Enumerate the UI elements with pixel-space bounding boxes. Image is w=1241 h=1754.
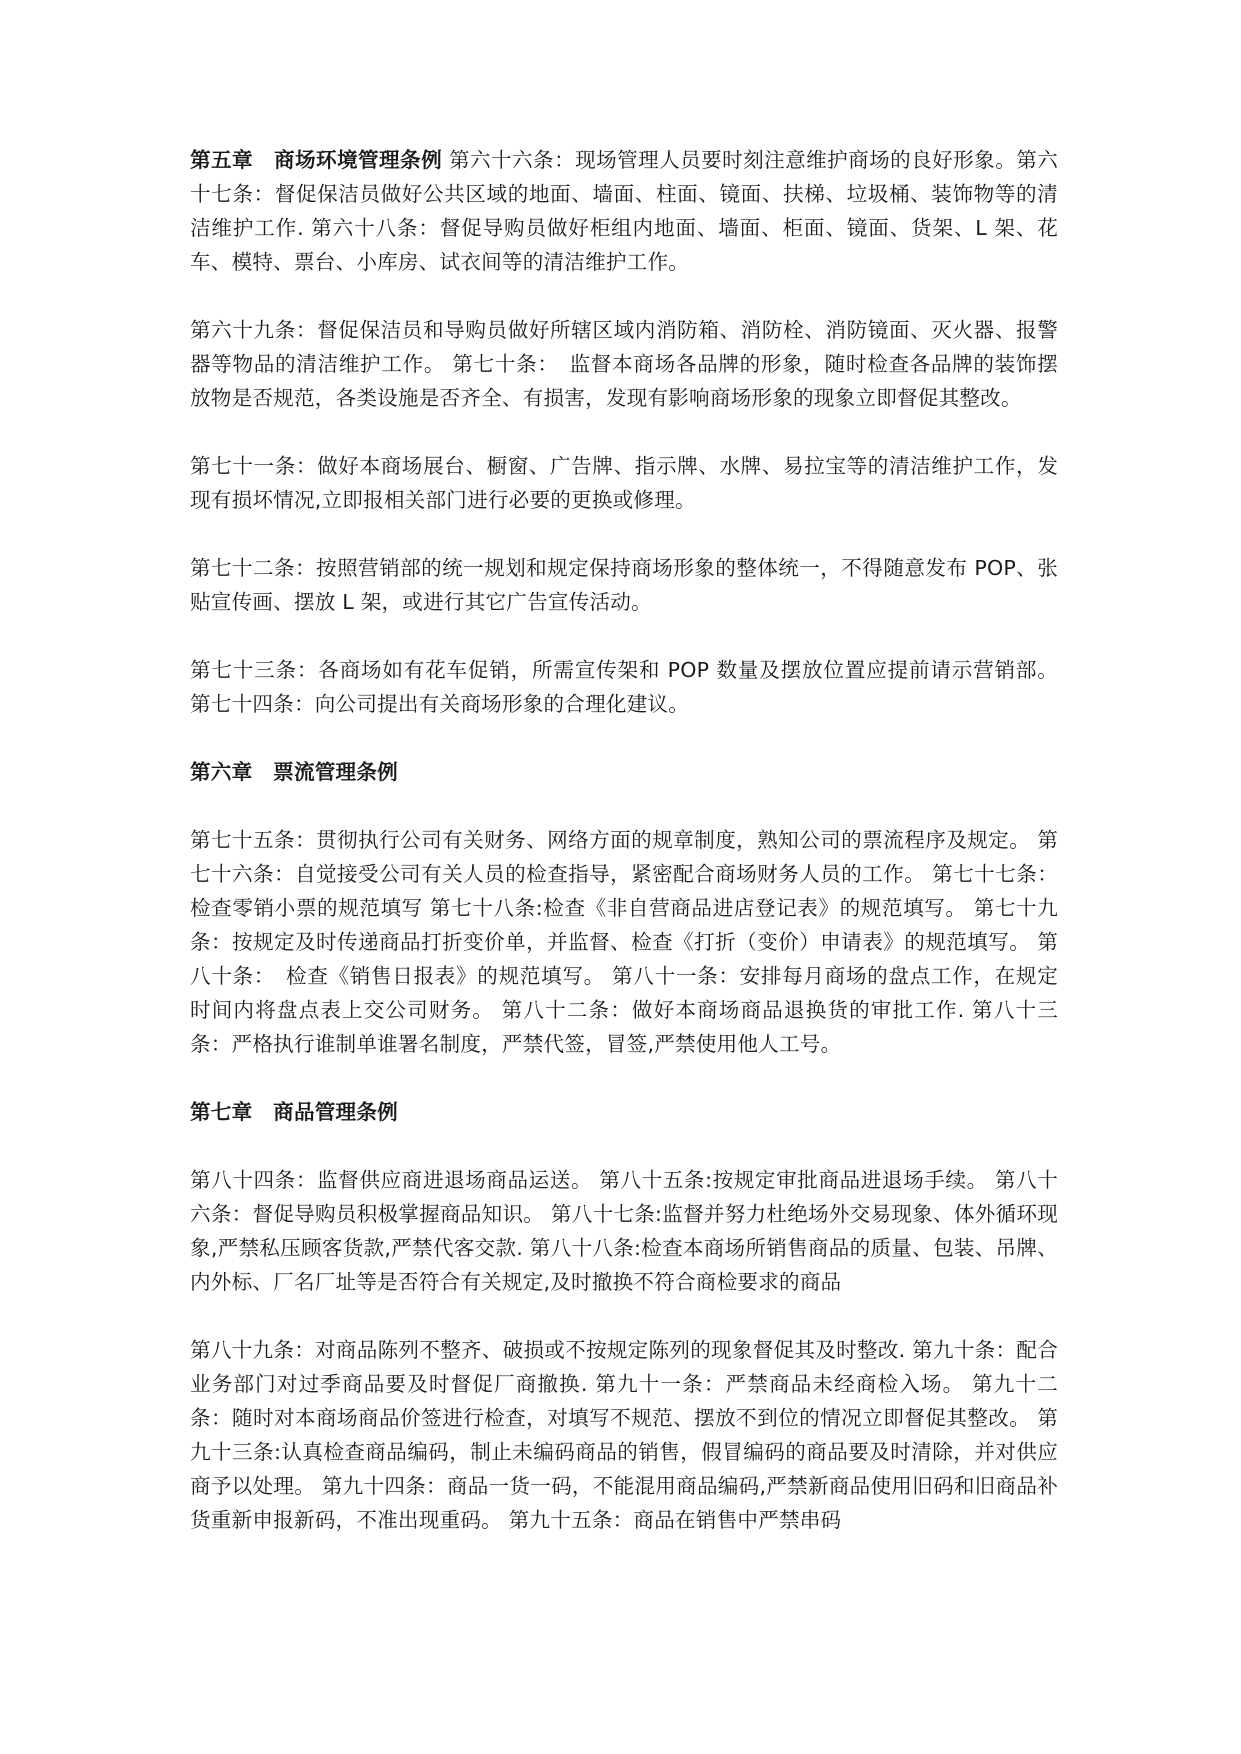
- chapter-5-paragraph-4: 第七十二条：按照营销部的统一规划和规定保持商场形象的整体统一，不得随意发布 POP、张贴宣传画、摆放 L 架，或进行其它广告宣传活动。: [190, 556, 1058, 614]
- chapter-6-paragraph-1: 第七十五条：贯彻执行公司有关财务、网络方面的规章制度，熟知公司的票流程序及规定。 第七十六条：自觉接受公司有关人员的检查指导，紧密配合商场财务人员的工作。 第七十七条：检查零销小票的规范填写 第七十八条:检查《非自营商品进店登记表》的规范填写。 第七十九条：按规定及时传递商品打折变价单，并监督、检查《打折（变价）申请表》的规范填写。 第八十条： 检查《销售日报表》的规范填写。 第八十一条：安排每月商场的盘点工作，在规定时间内将盘点表上交公司财务。 第八十二条：做好本商场商品退换货的审批工作. 第八十三条：严格执行谁制单谁署名制度，严禁代签，冒签,严禁使用他人工号。: [190, 828, 1058, 1056]
- chapter-5-heading: 第五章 商场环境管理条例: [190, 148, 443, 172]
- chapter-7-paragraph-2: 第八十九条：对商品陈列不整齐、破损或不按规定陈列的现象督促其及时整改. 第九十条：配合业务部门对过季商品要及时督促厂商撤换. 第九十一条：严禁商品未经商检入场。 第九十二条：随时对本商场商品价签进行检查，对填写不规范、摆放不到位的情况立即督促其整改。 第九十三条:认真检查商品编码，制止未编码商品的销售，假冒编码的商品要及时清除，并对供应商予以处理。 第九十四条：商品一货一码，不能混用商品编码,严禁新商品使用旧码和旧商品补货重新申报新码，不准出现重码。 第九十五条：商品在销售中严禁串码: [190, 1338, 1058, 1532]
- chapter-5-paragraph-1: [190, 143, 1058, 279]
- chapter-5-paragraph-3: 第七十一条：做好本商场展台、橱窗、广告牌、指示牌、水牌、易拉宝等的清洁维护工作，发现有损坏情况,立即报相关部门进行必要的更换或修理。: [190, 454, 1058, 512]
- chapter-5-paragraph-2: 第六十九条：督促保洁员和导购员做好所辖区域内消防箱、消防栓、消防镜面、灭火器、报警器等物品的清洁维护工作。 第七十条： 监督本商场各品牌的形象，随时检查各品牌的装饰摆放物是否规范，各类设施是否齐全、有损害，发现有影响商场形象的现象立即督促其整改。: [190, 318, 1058, 410]
- chapter-5-paragraph-1-text: 第六十六条：现场管理人员要时刻注意维护商场的良好形象。第六十七条：督促保洁员做好公共区域的地面、墙面、柱面、镜面、扶梯、垃圾桶、装饰物等的清洁维护工作. 第六十八条：督促导购员做好柜组内地面、墙面、柜面、镜面、货架、L 架、花车、模特、票台、小库房、试衣间等的清洁维护工作。: [190, 148, 1058, 274]
- chapter-6-heading: 第六章 票流管理条例: [190, 760, 398, 784]
- chapter-5-paragraph-5: 第七十三条：各商场如有花车促销，所需宣传架和 POP 数量及摆放位置应提前请示营销部。 第七十四条：向公司提出有关商场形象的合理化建议。: [190, 658, 1058, 716]
- chapter-7-paragraph-1: 第八十四条：监督供应商进退场商品运送。 第八十五条:按规定审批商品进退场手续。 第八十六条：督促导购员积极掌握商品知识。 第八十七条:监督并努力杜绝场外交易现象、体外循环现象,严禁私压顾客货款,严禁代客交款. 第八十八条:检查本商场所销售商品的质量、包装、吊牌、内外标、厂名厂址等是否符合有关规定,及时撤换不符合商检要求的商品: [190, 1168, 1058, 1294]
- document-body: [190, 143, 1058, 1571]
- chapter-7-heading: 第七章 商品管理条例: [190, 1100, 398, 1124]
